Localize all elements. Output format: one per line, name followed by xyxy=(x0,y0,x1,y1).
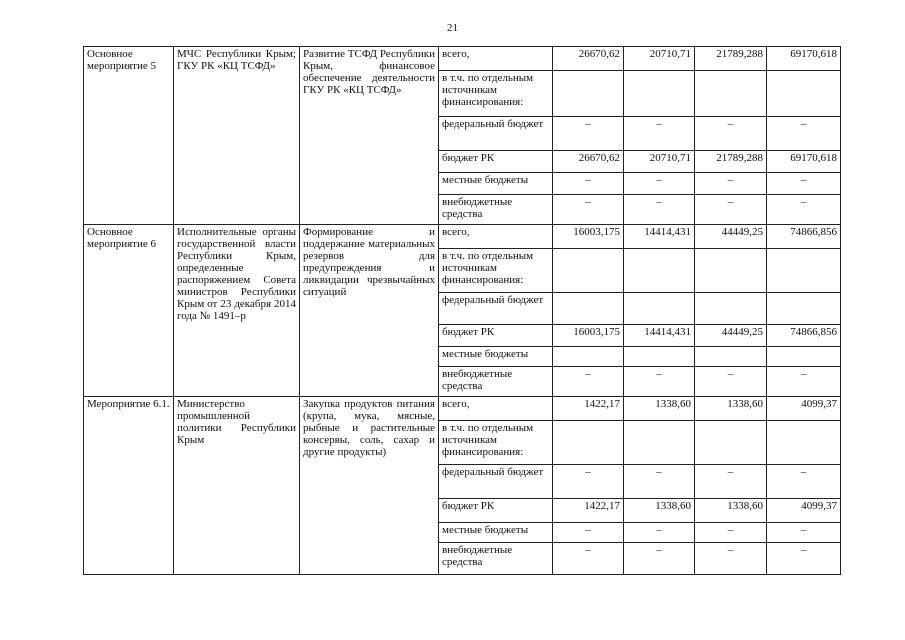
value-cell xyxy=(767,71,841,117)
value-cell: 21789,288 xyxy=(695,151,767,173)
source-cell: местные бюджеты xyxy=(439,173,553,195)
executor-cell: Министерство промышленной политики Республики Крым xyxy=(174,397,300,575)
value-cell: – xyxy=(695,195,767,225)
value-cell: 21789,288 xyxy=(695,47,767,71)
source-cell: всего, xyxy=(439,397,553,421)
value-cell: – xyxy=(767,117,841,151)
value-cell: – xyxy=(624,195,695,225)
value-cell xyxy=(695,347,767,367)
value-cell: – xyxy=(624,117,695,151)
source-cell: местные бюджеты xyxy=(439,523,553,543)
value-cell: – xyxy=(553,117,624,151)
value-cell xyxy=(624,71,695,117)
value-cell: – xyxy=(767,367,841,397)
value-cell: 1338,60 xyxy=(695,397,767,421)
value-cell: 16003,175 xyxy=(553,225,624,249)
value-cell: 69170,618 xyxy=(767,151,841,173)
value-cell: – xyxy=(624,543,695,575)
source-cell: внебюджетные средства xyxy=(439,195,553,225)
value-cell: – xyxy=(553,523,624,543)
value-cell xyxy=(553,421,624,465)
value-cell xyxy=(695,293,767,325)
value-cell: – xyxy=(767,523,841,543)
value-cell: – xyxy=(767,543,841,575)
value-cell xyxy=(695,71,767,117)
value-cell: 1422,17 xyxy=(553,397,624,421)
executor-cell: Исполнительные органы государственной власти Республики Крым, определенные распоряжением Совета министров Республики Крым от 23 декабря 2014 года № 1491–р xyxy=(174,225,300,397)
table-row xyxy=(84,225,841,249)
value-cell: 20710,71 xyxy=(624,47,695,71)
value-cell: – xyxy=(553,367,624,397)
value-cell: – xyxy=(624,173,695,195)
value-cell: – xyxy=(695,173,767,195)
value-cell: – xyxy=(695,117,767,151)
source-cell: федеральный бюджет xyxy=(439,117,553,151)
value-cell: 26670,62 xyxy=(553,151,624,173)
value-cell: 1338,60 xyxy=(695,499,767,523)
value-cell: – xyxy=(767,173,841,195)
value-cell: 16003,175 xyxy=(553,325,624,347)
value-cell: 20710,71 xyxy=(624,151,695,173)
value-cell: – xyxy=(553,543,624,575)
value-cell: 14414,431 xyxy=(624,325,695,347)
value-cell: 1338,60 xyxy=(624,397,695,421)
value-cell: 74866,856 xyxy=(767,225,841,249)
value-cell xyxy=(624,347,695,367)
source-cell: всего, xyxy=(439,47,553,71)
financing-table xyxy=(83,46,841,575)
event-cell: Мероприятие 6.1. xyxy=(84,397,174,575)
source-cell: федеральный бюджет xyxy=(439,293,553,325)
value-cell xyxy=(767,249,841,293)
value-cell: 69170,618 xyxy=(767,47,841,71)
value-cell: – xyxy=(624,523,695,543)
page-number: 21 xyxy=(447,22,458,34)
source-cell: бюджет РК xyxy=(439,499,553,523)
source-cell: бюджет РК xyxy=(439,325,553,347)
source-cell: в т.ч. по отдельным источникам финансирования: xyxy=(439,249,553,293)
value-cell: 4099,37 xyxy=(767,397,841,421)
value-cell: 1338,60 xyxy=(624,499,695,523)
value-cell xyxy=(624,293,695,325)
value-cell: – xyxy=(695,523,767,543)
value-cell: – xyxy=(767,465,841,499)
value-cell xyxy=(767,347,841,367)
table-row xyxy=(84,397,841,421)
event-cell: Основное мероприятие 6 xyxy=(84,225,174,397)
description-cell: Закупка продуктов питания (крупа, мука, мясные, рыбные и растительные консервы, соль, сахар и другие продукты) xyxy=(300,397,439,575)
value-cell xyxy=(767,421,841,465)
value-cell: – xyxy=(624,465,695,499)
value-cell xyxy=(767,293,841,325)
description-cell: Формирование и поддержание материальных резервов для предупреждения и ликвидации чрезвычайных ситуаций xyxy=(300,225,439,397)
source-cell: федеральный бюджет xyxy=(439,465,553,499)
value-cell: 74866,856 xyxy=(767,325,841,347)
value-cell: – xyxy=(553,173,624,195)
value-cell xyxy=(553,347,624,367)
value-cell: 14414,431 xyxy=(624,225,695,249)
value-cell: 44449,25 xyxy=(695,225,767,249)
value-cell xyxy=(553,249,624,293)
source-cell: внебюджетные средства xyxy=(439,367,553,397)
source-cell: в т.ч. по отдельным источникам финансирования: xyxy=(439,71,553,117)
value-cell xyxy=(695,421,767,465)
source-cell: бюджет РК xyxy=(439,151,553,173)
source-cell: всего, xyxy=(439,225,553,249)
value-cell xyxy=(624,249,695,293)
value-cell xyxy=(695,249,767,293)
value-cell xyxy=(624,421,695,465)
value-cell: – xyxy=(553,195,624,225)
source-cell: местные бюджеты xyxy=(439,347,553,367)
value-cell: 4099,37 xyxy=(767,499,841,523)
value-cell: 44449,25 xyxy=(695,325,767,347)
source-cell: в т.ч. по отдельным источникам финансирования: xyxy=(439,421,553,465)
value-cell xyxy=(553,71,624,117)
source-cell: внебюджетные средства xyxy=(439,543,553,575)
value-cell xyxy=(553,293,624,325)
value-cell: 1422,17 xyxy=(553,499,624,523)
value-cell: 26670,62 xyxy=(553,47,624,71)
value-cell: – xyxy=(695,367,767,397)
value-cell: – xyxy=(553,465,624,499)
value-cell: – xyxy=(624,367,695,397)
value-cell: – xyxy=(695,543,767,575)
value-cell: – xyxy=(695,465,767,499)
event-cell: Основное мероприятие 5 xyxy=(84,47,174,225)
value-cell: – xyxy=(767,195,841,225)
table-row xyxy=(84,47,841,71)
executor-cell: МЧС Республики Крым; ГКУ РК «КЦ ТСФД» xyxy=(174,47,300,225)
description-cell: Развитие ТСФД Республики Крым, финансовое обеспечение деятельности ГКУ РК «КЦ ТСФД» xyxy=(300,47,439,225)
